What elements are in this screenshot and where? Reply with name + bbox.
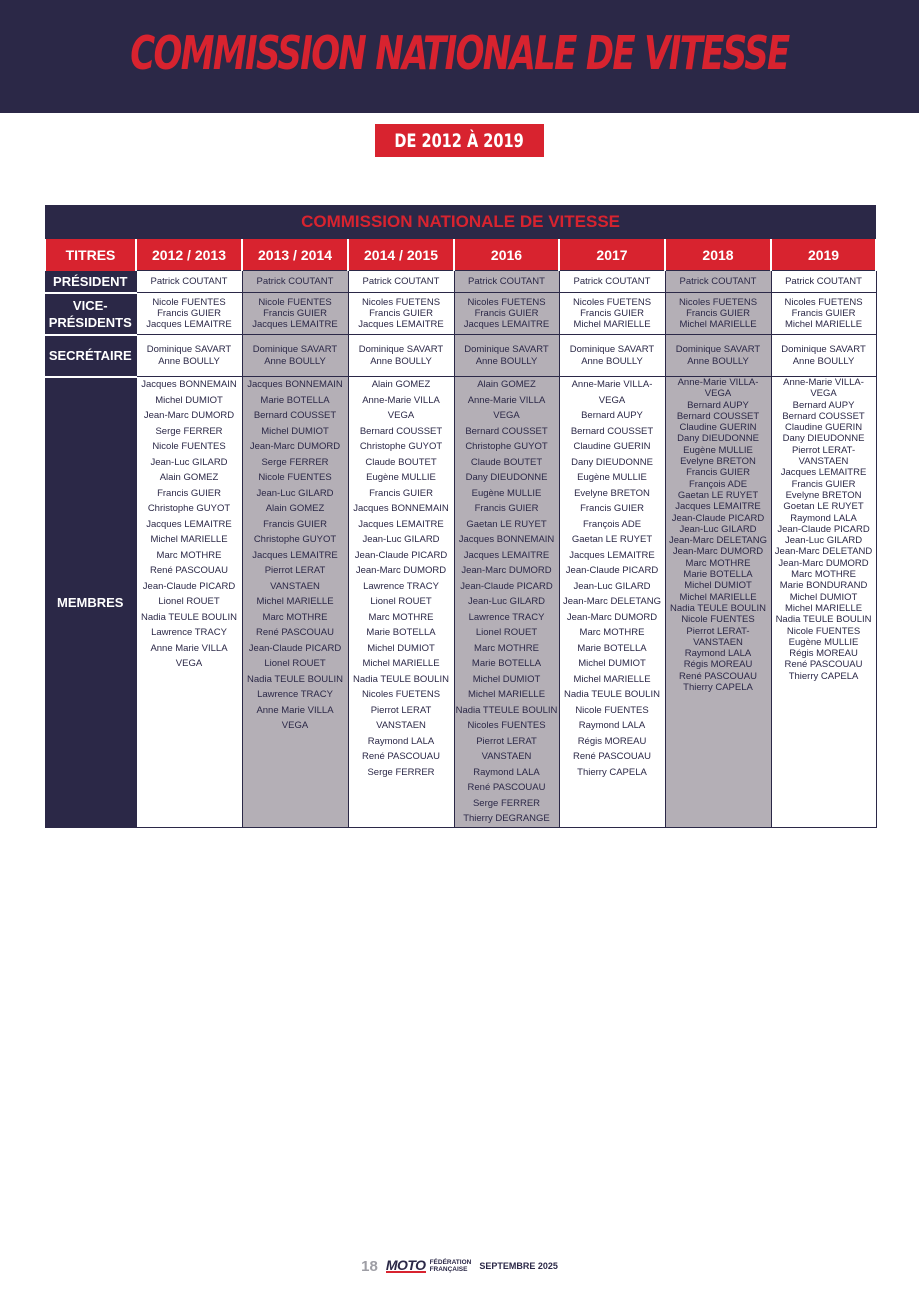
- member-name: Nadia TEULE BOULIN: [141, 611, 237, 623]
- member-name: Anne-Marie VILLA: [362, 394, 440, 406]
- member-name: Michel DUMIOT: [472, 673, 541, 685]
- member-name: René PASCOUAU: [150, 565, 228, 576]
- member-name: VEGA: [704, 388, 732, 400]
- moto-logo-text: MOTO: [385, 1257, 426, 1273]
- member-name: Evelyne BRETON: [785, 489, 862, 501]
- table-cell: Nicoles FUETENS Francis GUIER Michel MARIELLE: [771, 293, 876, 335]
- member-name: Jean-Marc DUMORD: [249, 441, 341, 452]
- member-name: Francis GUIER: [474, 503, 539, 514]
- member-name: Régis MOREAU: [789, 648, 858, 660]
- member-name: Lionel ROUET: [158, 596, 220, 607]
- table-row: [45, 293, 876, 335]
- member-name: Francis GUIER: [686, 467, 750, 479]
- member-name: Alain GOMEZ: [159, 472, 219, 483]
- member-name: Eugène MULLIE: [577, 472, 647, 483]
- member-name: VEGA: [175, 658, 203, 669]
- member-name: Alain GOMEZ: [265, 503, 325, 514]
- member-name: Marc MOTHRE: [156, 549, 222, 561]
- member-name: Evelyne BRETON: [574, 487, 650, 499]
- table-cell: Dominique SAVART Anne BOULLY: [559, 335, 665, 377]
- member-name: Alain GOMEZ: [371, 379, 431, 390]
- table-row: [45, 377, 876, 828]
- member-name: Nicole FUENTES: [152, 441, 226, 452]
- member-name: Marie BOTELLA: [577, 642, 647, 654]
- row-label-members: MEMBRES: [45, 377, 136, 828]
- member-name: Raymond LALA: [367, 735, 435, 747]
- row-label-president: PRÉSIDENT: [45, 271, 136, 293]
- member-name: Eugène MULLIE: [683, 444, 753, 456]
- member-name: Jean-Luc GILARD: [784, 535, 863, 547]
- member-name: Nadia TTEULE BOULIN: [455, 704, 558, 716]
- member-name: Jean-Luc GILARD: [679, 523, 757, 535]
- member-name: François ADE: [582, 518, 642, 530]
- member-name: Jacques LEMAITRE: [780, 467, 867, 479]
- member-name: Lionel ROUET: [475, 627, 538, 638]
- table-cell: Patrick COUTANT: [771, 271, 876, 293]
- member-name: Marc MOTHRE: [685, 557, 751, 569]
- member-name: Nadia TEULE BOULIN: [670, 602, 766, 614]
- member-name: Michel MARIELLE: [679, 591, 757, 603]
- member-name: Christophe GUYOT: [465, 441, 548, 452]
- member-name: VEGA: [810, 388, 837, 400]
- member-name: Pierrot LERAT: [264, 565, 326, 576]
- member-name: René PASCOUAU: [256, 627, 334, 638]
- table-cell: Dominique SAVART Anne BOULLY: [665, 335, 771, 377]
- page-title: COMMISSION NATIONALE DE VITESSE: [130, 25, 789, 80]
- member-name: René PASCOUAU: [362, 751, 440, 762]
- member-name: Michel DUMIOT: [578, 658, 646, 669]
- member-name: Serge FERRER: [261, 456, 329, 468]
- member-name: René PASCOUAU: [679, 670, 757, 682]
- member-name: Jacques LEMAITRE: [569, 549, 655, 561]
- member-name: Eugène MULLIE: [471, 487, 542, 499]
- member-name: Serge FERRER: [155, 425, 223, 437]
- member-name: Evelyne BRETON: [680, 456, 756, 468]
- member-list: [348, 377, 454, 828]
- member-name: Jean-Marc DUMORD: [672, 546, 764, 558]
- member-name: Jacques LEMAITRE: [252, 549, 338, 561]
- member-name: Lionel ROUET: [370, 596, 432, 607]
- table-row: [45, 335, 876, 377]
- member-name: Claude BOUTET: [470, 456, 543, 468]
- member-name: Michel DUMIOT: [367, 642, 435, 654]
- column-header: TITRES: [45, 239, 136, 271]
- member-name: Thierry CAPELA: [788, 670, 859, 682]
- member-name: Christophe GUYOT: [359, 441, 443, 452]
- ffm-logo: [386, 1259, 472, 1273]
- member-name: Jean-Marc DUMORD: [778, 557, 869, 569]
- member-name: VANSTAEN: [481, 751, 532, 762]
- member-name: Marie BOTELLA: [366, 627, 436, 638]
- member-name: Francis GUIER: [157, 487, 221, 499]
- member-name: Claudine GUERIN: [679, 422, 757, 434]
- member-name: Raymond LALA: [790, 512, 857, 524]
- member-name: Serge FERRER: [472, 797, 541, 809]
- member-name: Christophe GUYOT: [253, 534, 337, 545]
- member-name: Thierry CAPELA: [683, 682, 753, 694]
- member-name: Jean-Luc GILARD: [362, 534, 440, 545]
- column-header: 2012 / 2013: [136, 239, 242, 271]
- member-name: Jacques LEMAITRE: [675, 501, 761, 513]
- member-name: Jean-Claude PICARD: [777, 523, 870, 535]
- member-name: Bernard COUSSET: [782, 410, 865, 422]
- member-name: Eugène MULLIE: [788, 636, 859, 648]
- table-cell: Patrick COUTANT: [454, 271, 559, 293]
- member-name: Jean-Claude PICARD: [248, 642, 342, 654]
- member-name: Anne-Marie VILLA-: [783, 377, 864, 388]
- page-number: 18: [361, 1257, 378, 1275]
- member-name: Jean-Claude PICARD: [354, 549, 448, 561]
- member-name: Jacques LEMAITRE: [358, 518, 444, 530]
- member-name: Bernard COUSSET: [570, 425, 654, 437]
- member-name: Dany DIEUDONNE: [465, 472, 548, 483]
- member-name: Marc MOTHRE: [474, 642, 539, 654]
- member-name: Jean-Marc DUMORD: [355, 565, 447, 576]
- member-name: Bernard COUSSET: [465, 425, 548, 437]
- member-name: Jacques LEMAITRE: [463, 549, 550, 561]
- member-name: Jacques BONNEMAIN: [353, 503, 449, 514]
- member-name: Anne-Marie VILLA: [467, 394, 546, 406]
- member-name: Anne Marie VILLA: [150, 642, 228, 654]
- member-name: Raymond LALA: [578, 720, 646, 731]
- member-name: Jean-Marc DUMORD: [566, 611, 658, 623]
- member-name: Michel MARIELLE: [362, 658, 440, 669]
- member-name: Marie BONDURAND: [779, 580, 868, 592]
- member-name: Jean-Luc GILARD: [467, 596, 546, 607]
- member-name: Marc MOTHRE: [579, 627, 645, 638]
- member-name: Michel DUMIOT: [155, 394, 223, 406]
- member-name: Francis GUIER: [369, 487, 433, 499]
- member-name: Gaetan LE RUYET: [677, 489, 759, 501]
- column-header: 2018: [665, 239, 771, 271]
- table-cell: Dominique SAVART Anne BOULLY: [348, 335, 454, 377]
- member-name: Jean-Luc GILARD: [256, 487, 334, 499]
- table-cell: Patrick COUTANT: [242, 271, 348, 293]
- member-name: Bernard AUPY: [581, 410, 643, 421]
- member-name: Dany DIEUDONNE: [677, 433, 759, 445]
- member-name: Pierrot LERAT: [370, 704, 432, 716]
- member-list: [242, 377, 348, 828]
- member-name: Lawrence TRACY: [151, 627, 227, 638]
- member-name: Jean-Marc DUMORD: [461, 565, 552, 576]
- member-name: Michel MARIELLE: [467, 689, 546, 700]
- table-cell: Dominique SAVART Anne BOULLY: [771, 335, 876, 377]
- member-name: Nicole FUENTES: [258, 472, 332, 483]
- row-label-vice-presidents: VICE- PRÉSIDENTS: [45, 293, 136, 335]
- table-cell: Patrick COUTANT: [348, 271, 454, 293]
- column-header: 2013 / 2014: [242, 239, 348, 271]
- member-name: Anne-Marie VILLA-: [677, 377, 759, 388]
- member-name: Jacques BONNEMAIN: [141, 379, 237, 390]
- publication-date: SEPTEMBRE 2025: [479, 1261, 558, 1271]
- member-name: Jean-Marc DELETAND: [774, 546, 873, 558]
- member-name: Marc MOTHRE: [791, 569, 856, 581]
- row-label-secretary: SECRÉTAIRE: [45, 335, 136, 377]
- member-name: Marc MOTHRE: [262, 611, 328, 623]
- member-name: Michel MARIELLE: [150, 534, 228, 545]
- commission-table: [44, 205, 877, 828]
- member-name: Pierrot LERAT: [476, 735, 537, 747]
- member-name: Marc MOTHRE: [368, 611, 434, 623]
- table-cell: Patrick COUTANT: [665, 271, 771, 293]
- member-name: Jacques BONNEMAIN: [458, 534, 555, 545]
- member-name: René PASCOUAU: [573, 751, 651, 762]
- member-name: VANSTAEN: [693, 636, 743, 648]
- member-name: René PASCOUAU: [467, 782, 546, 793]
- member-name: Claudine GUERIN: [784, 422, 863, 434]
- member-name: Pierrot LERAT-: [791, 444, 856, 456]
- member-name: Nicole FUENTES: [786, 625, 861, 637]
- period-label: DE 2012 À 2019: [394, 129, 525, 152]
- column-header: 2019: [771, 239, 876, 271]
- member-name: VEGA: [387, 410, 415, 421]
- member-name: Alain GOMEZ: [477, 379, 536, 390]
- member-name: Lawrence TRACY: [468, 611, 545, 623]
- member-name: Bernard COUSSET: [359, 425, 443, 437]
- member-name: Claudine GUERIN: [573, 441, 651, 452]
- header-row: [45, 239, 876, 271]
- member-name: VEGA: [493, 410, 520, 421]
- member-name: Claude BOUTET: [365, 456, 437, 468]
- member-name: Bernard AUPY: [687, 399, 749, 411]
- period-badge: [375, 124, 544, 157]
- member-name: Anne-Marie VILLA-: [571, 379, 653, 390]
- member-name: Michel DUMIOT: [789, 591, 858, 603]
- member-name: Gaetan LE RUYET: [571, 534, 653, 545]
- table-cell: Nicole FUENTES Francis GUIER Jacques LEMAITRE: [242, 293, 348, 335]
- member-name: Raymond LALA: [473, 766, 540, 778]
- federation-text: FÉDÉRATION FRANÇAISE: [429, 1259, 472, 1273]
- member-name: VEGA: [281, 720, 309, 731]
- member-list: [136, 377, 242, 828]
- member-name: Marie BOTELLA: [260, 394, 330, 406]
- member-name: Jacques LEMAITRE: [146, 518, 232, 530]
- member-name: Eugène MULLIE: [366, 472, 436, 483]
- member-list: [771, 377, 876, 828]
- member-name: Lawrence TRACY: [257, 689, 333, 700]
- member-name: Thierry CAPELA: [577, 766, 647, 778]
- member-name: Jean-Claude PICARD: [671, 512, 765, 524]
- member-name: Gaetan LE RUYET: [466, 518, 547, 530]
- member-name: Jean-Claude PICARD: [460, 580, 553, 592]
- column-header: 2017: [559, 239, 665, 271]
- table-cell: Nicoles FUETENS Francis GUIER Michel MARIELLE: [559, 293, 665, 335]
- member-name: Régis MOREAU: [577, 735, 647, 747]
- member-name: Jean-Marc DELETANG: [562, 596, 661, 607]
- member-name: Jacques BONNEMAIN: [247, 379, 343, 390]
- member-name: Marie BOTELLA: [683, 569, 753, 581]
- table-cell: Nicoles FUETENS Francis GUIER Michel MARIELLE: [665, 293, 771, 335]
- member-name: Thierry DEGRANGE: [463, 813, 550, 824]
- member-name: Jean-Claude PICARD: [142, 580, 236, 592]
- member-name: Michel MARIELLE: [256, 596, 334, 607]
- column-header: 2014 / 2015: [348, 239, 454, 271]
- table-cell: Dominique SAVART Anne BOULLY: [242, 335, 348, 377]
- member-name: VANSTAEN: [798, 456, 849, 468]
- member-name: Dany DIEUDONNE: [571, 456, 653, 468]
- member-list: [454, 377, 559, 828]
- member-name: VANSTAEN: [376, 720, 426, 731]
- member-name: Nadia TEULE BOULIN: [775, 614, 872, 626]
- member-name: Marie BOTELLA: [471, 658, 542, 669]
- table-cell: Nicoles FUETENS Francis GUIER Jacques LEMAITRE: [454, 293, 559, 335]
- member-name: Bernard COUSSET: [676, 410, 760, 422]
- member-name: Nadia TEULE BOULIN: [353, 673, 449, 685]
- page-footer: [0, 1257, 919, 1275]
- column-header: 2016: [454, 239, 559, 271]
- table-cell: Nicole FUENTES Francis GUIER Jacques LEMAITRE: [136, 293, 242, 335]
- member-list: [559, 377, 665, 828]
- member-name: Goetan LE RUYET: [783, 501, 864, 513]
- table-caption: COMMISSION NATIONALE DE VITESSE: [45, 205, 876, 239]
- member-name: Lawrence TRACY: [363, 580, 439, 592]
- member-name: VEGA: [598, 394, 626, 406]
- table-row: [45, 271, 876, 293]
- table-cell: Dominique SAVART Anne BOULLY: [454, 335, 559, 377]
- member-name: Nadia TEULE BOULIN: [247, 673, 343, 685]
- member-name: Michel DUMIOT: [261, 425, 329, 437]
- member-name: Lionel ROUET: [264, 658, 326, 669]
- member-name: Michel MARIELLE: [784, 602, 863, 614]
- table-cell: Patrick COUTANT: [136, 271, 242, 293]
- table-cell: Nicoles FUETENS Francis GUIER Jacques LEMAITRE: [348, 293, 454, 335]
- member-name: Serge FERRER: [367, 766, 435, 778]
- member-name: Nicole FUENTES: [575, 704, 649, 716]
- member-name: Dany DIEUDONNE: [782, 433, 865, 445]
- member-name: Anne Marie VILLA: [256, 704, 334, 716]
- member-name: Jean-Marc DUMORD: [143, 410, 235, 421]
- member-name: Nicole FUENTES: [681, 614, 755, 626]
- member-name: Jean-Marc DELETANG: [668, 535, 767, 547]
- member-name: Pierrot LERAT-: [686, 625, 750, 637]
- member-name: Michel DUMIOT: [684, 580, 752, 592]
- member-name: François ADE: [688, 478, 748, 490]
- member-name: Michel MARIELLE: [573, 673, 651, 685]
- member-name: Francis GUIER: [263, 518, 327, 530]
- member-name: Nadia TEULE BOULIN: [564, 689, 660, 700]
- member-name: Jean-Luc GILARD: [150, 456, 228, 468]
- member-name: Francis GUIER: [791, 478, 856, 490]
- member-name: Nicoles FUENTES: [467, 720, 546, 731]
- member-name: Jean-Luc GILARD: [573, 580, 651, 592]
- member-name: René PASCOUAU: [784, 659, 863, 671]
- table-cell: Patrick COUTANT: [559, 271, 665, 293]
- member-name: Raymond LALA: [684, 648, 752, 660]
- header-banner: [0, 0, 919, 113]
- member-name: Nicoles FUETENS: [361, 689, 441, 700]
- member-name: Bernard AUPY: [792, 399, 855, 411]
- member-name: Bernard COUSSET: [253, 410, 337, 421]
- member-name: Christophe GUYOT: [147, 503, 231, 514]
- table-cell: Dominique SAVART Anne BOULLY: [136, 335, 242, 377]
- member-name: VANSTAEN: [270, 580, 320, 592]
- member-name: Jean-Claude PICARD: [565, 565, 659, 576]
- member-list: [665, 377, 771, 828]
- member-name: Francis GUIER: [580, 503, 644, 514]
- member-name: Régis MOREAU: [683, 659, 753, 671]
